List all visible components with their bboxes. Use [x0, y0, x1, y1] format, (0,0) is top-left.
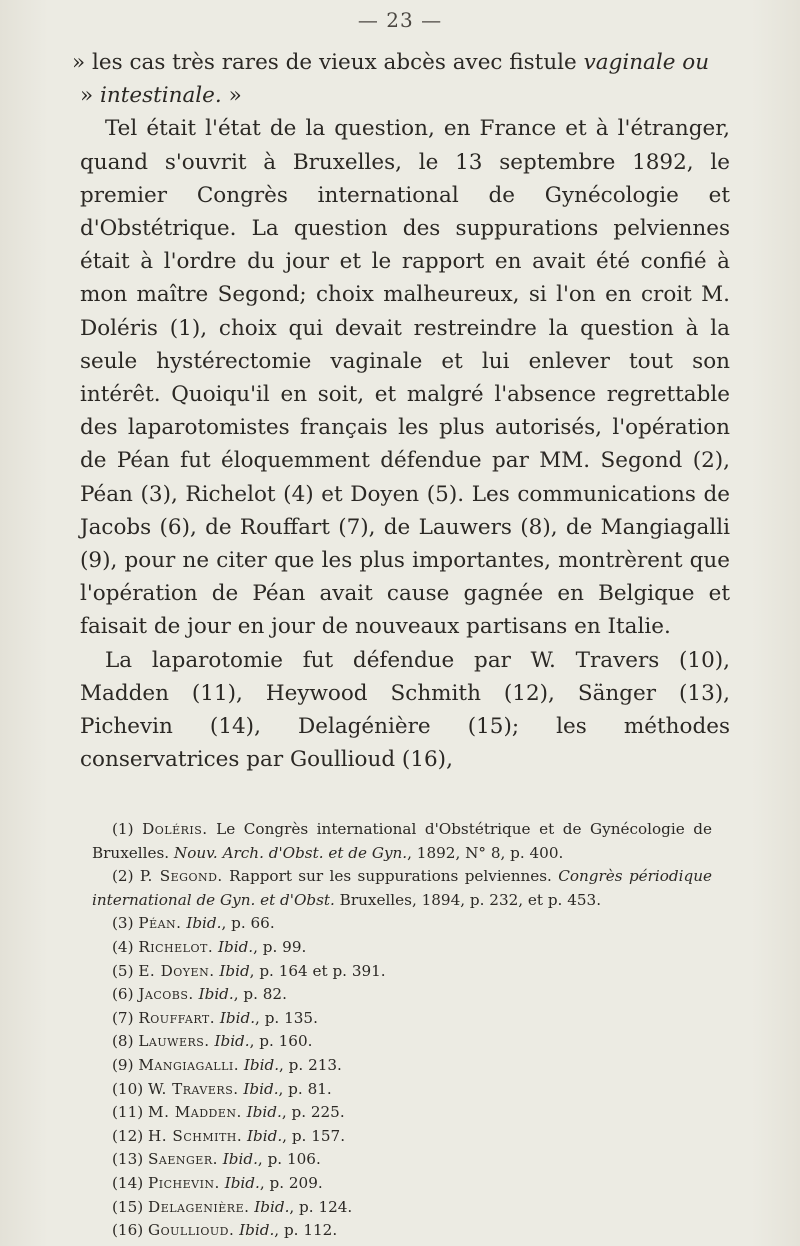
footnote: [92, 960, 712, 984]
footnote-tail: , p. 225.: [281, 1103, 345, 1122]
footnote: [92, 1219, 712, 1243]
quote-text-3: »: [221, 83, 242, 109]
footnote-author: P. Segond.: [139, 867, 223, 886]
paragraph-laparotomy: La laparotomie fut défendue par W. Travers (10), Madden (11), Heywood Schmith (12), Sänger (13), Pichevin (14), Delagénière (15); les méthodes conservatrices par Goullioud (16),: [80, 647, 730, 773]
footnote-source: Ibid.: [217, 937, 254, 956]
footnote-tail: , p. 157.: [282, 1126, 346, 1145]
footnote-author: W. Travers.: [148, 1079, 239, 1098]
footnote-source: Nouv. Arch. d'Obst. et de Gyn.: [173, 843, 408, 862]
footnote-number: (13): [112, 1150, 144, 1169]
footnote: [92, 1007, 712, 1031]
footnote-source: Ibid.: [186, 914, 222, 933]
footnote-source: Ibid.: [246, 1103, 282, 1122]
footnote-author: H. Schmith.: [148, 1126, 243, 1145]
footnote-number: (8): [112, 1032, 134, 1051]
footnote-source: Ibid.: [224, 1173, 260, 1192]
paragraph-quote: [72, 46, 730, 112]
footnote: [92, 1125, 712, 1149]
footnote-source: Ibid.: [247, 1126, 283, 1145]
footnote-source: Ibid.: [254, 1197, 290, 1216]
footnote-author: M. Madden.: [148, 1103, 242, 1122]
footnote-source: Ibid: [219, 961, 250, 980]
footnote-tail: , p. 213.: [279, 1055, 342, 1074]
footnote-tail: , p. 164 et p. 391.: [249, 961, 386, 980]
footnote-author: Rouffart.: [138, 1008, 216, 1027]
footnote-source: Ibid.: [214, 1032, 250, 1051]
footnote-tail: , p. 82.: [233, 985, 287, 1004]
footnote: [92, 912, 712, 936]
footnote-author: Jacobs.: [138, 985, 194, 1004]
footnote-author: E. Doyen.: [138, 961, 215, 980]
footnote-source: Ibid.: [243, 1055, 280, 1074]
footnote: [92, 983, 712, 1007]
footnote-author: Goullioud.: [148, 1221, 235, 1240]
quote-italic-1: vaginale ou: [583, 50, 710, 75]
footnote-tail: , p. 160.: [249, 1032, 313, 1051]
footnote-number: (3): [112, 914, 134, 933]
footnote-source: Ibid.: [198, 985, 234, 1004]
footnote-tail: , p. 135.: [255, 1008, 318, 1027]
footnote-number: (5): [112, 961, 134, 980]
footnote-text: Rapport sur les suppurations pelviennes.: [222, 867, 559, 886]
footnote-number: (1): [112, 820, 134, 838]
footnote-number: (16): [112, 1221, 144, 1240]
footnote: [92, 1101, 712, 1125]
footnote-author: Pichevin.: [148, 1173, 220, 1192]
footnote: [92, 1148, 712, 1172]
footnote-number: (15): [112, 1197, 144, 1216]
footnote-tail: , p. 106.: [257, 1150, 321, 1169]
footnote-number: (10): [112, 1079, 144, 1098]
footnote-number: (7): [112, 1008, 134, 1027]
footnotes: [92, 818, 712, 1243]
footnote-source: Ibid.: [219, 1008, 256, 1027]
footnote-tail: , 1892, N° 8, p. 400.: [407, 843, 564, 862]
quote-text-2: »: [80, 83, 100, 109]
footnote-author: Lauwers.: [138, 1032, 210, 1051]
footnote-author: Doléris.: [142, 820, 208, 838]
footnote-number: (12): [112, 1126, 144, 1145]
quote-italic-2: intestinale.: [100, 83, 222, 109]
footnote-source: Ibid.: [243, 1079, 279, 1098]
main-text: [72, 46, 730, 776]
footnote-number: (11): [112, 1103, 144, 1122]
footnote-tail: , p. 99.: [253, 937, 307, 956]
footnote-tail: , p. 81.: [278, 1079, 332, 1098]
footnote-number: (4): [112, 937, 134, 956]
footnote: [92, 1172, 712, 1196]
footnote: [92, 1054, 712, 1078]
footnote-source: Ibid.: [222, 1150, 258, 1169]
footnote-author: Delagenière.: [148, 1197, 250, 1216]
footnote-text: Le Congrès international d'Obstétrique et de Gynécologie de Bruxelles.: [92, 820, 712, 862]
footnote-number: (2): [112, 867, 134, 886]
quote-text-1: » les cas très rares de vieux abcès avec fistule: [72, 50, 584, 75]
footnote: [92, 865, 712, 912]
footnote-author: Saenger.: [148, 1150, 218, 1169]
footnote-number: (9): [112, 1055, 134, 1074]
footnote: [92, 818, 712, 865]
footnote-tail: , p. 112.: [274, 1221, 338, 1240]
footnote-number: (6): [112, 985, 134, 1004]
footnote-tail: Bruxelles, 1894, p. 232, et p. 453.: [334, 890, 602, 909]
footnote-tail: , p. 124.: [289, 1197, 353, 1216]
footnote-author: Péan.: [138, 914, 182, 933]
footnote: [92, 936, 712, 960]
footnote-tail: , p. 66.: [221, 914, 275, 933]
footnote: [92, 1078, 712, 1102]
paragraph-congress: Tel était l'état de la question, en France et à l'étranger, quand s'ouvrit à Bruxelles, le 13 septembre 1892, le premier Congrès international de Gynécologie et d'Obstétrique. La question des suppurations pelviennes était à l'ordre du jour et le rapport en avait été confié à mon maître Segond; choix malheureux, si l'on en croit M. Doléris (1), choix qui devait restreindre la question à la seule hystérectomie vaginale et lui enlever tout son intérêt. Quoiqu'il en soit, et malgré l'absence regrettable des laparotomistes français les plus autorisés, l'opération de Péan fut éloquemment défendue par MM. Segond (2), Péan (3), Richelot (4) et Doyen (5). Les communications de Jacobs (6), de Rouffart (7), de Lauwers (8), de Mangiagalli (9), pour ne citer que les plus importantes, montrèrent que l'opération de Péan avait cause gagnée en Belgique et faisait de jour en jour de nouveaux partisans en Italie.: [80, 116, 730, 640]
footnote-source: Ibid.: [239, 1221, 275, 1240]
footnote: [92, 1196, 712, 1220]
footnote-author: Richelot.: [138, 937, 214, 956]
page-number: — 23 —: [357, 8, 443, 32]
footnote-author: Mangiagalli.: [138, 1055, 240, 1074]
footnote: [92, 1030, 712, 1054]
footnote-number: (14): [112, 1173, 144, 1192]
footnote-tail: , p. 209.: [259, 1173, 323, 1192]
footnote-source: Congrès périodique international de Gyn. et d'Obst.: [92, 867, 712, 909]
